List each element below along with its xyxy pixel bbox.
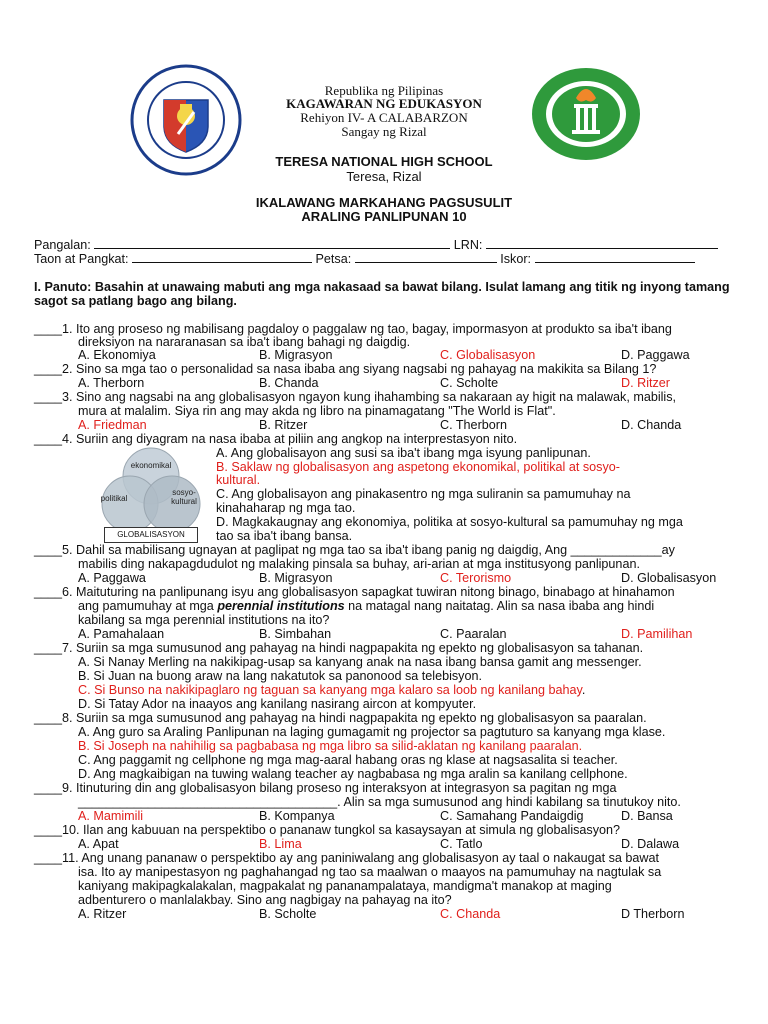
venn-label-sosyo: sosyo- [172, 488, 196, 497]
venn-label-politikal: politikal [100, 494, 128, 503]
venn-label-ekonomikal: ekonomikal [130, 461, 172, 470]
q10-stem: ____10. Ilan ang kabuuan na perspektibo o pananaw tungkol sa kasaysayan at simula ng globalisasyon? [34, 823, 621, 837]
name-label: Pangalan: [34, 238, 91, 252]
name-field[interactable] [34, 238, 718, 252]
q6-stem-cont-2: kabilang sa mga perennial institutions na ito? [78, 613, 330, 627]
score-label: Iskor: [500, 252, 532, 266]
q5-stem-cont: mabilis ding nakapagdudulot ng malaking pinsala sa buhay, ari-arian at mga institusyong panlipunan. [78, 557, 640, 571]
q7-option-a[interactable]: A. Si Nanay Merling na nakikipag-usap sa kanyang anak na nasa ibang bansa gamit ang messenger. [78, 655, 642, 669]
q11-stem: ____11. Ang unang pananaw o perspektibo ay ang paniniwalang ang globalisasyon ay taal o nakaugat sa bawat [34, 851, 660, 865]
q6-stem-cont [78, 599, 654, 613]
date-label: Petsa: [315, 252, 352, 266]
q5-option-b[interactable]: B. Migrasyon [259, 571, 333, 585]
q6-stem: ____6. Maituturing na panlipunang isyu ang globalisasyon sapagkat tuwiran nitong binago, binabago at hinahamon [34, 585, 675, 599]
q5-option-c[interactable]: C. Terorismo [440, 571, 512, 585]
lrn-label: LRN: [453, 238, 483, 252]
lrn-blank[interactable] [486, 238, 718, 249]
q6-option-c[interactable]: C. Paaralan [440, 627, 507, 641]
school-name: TERESA NATIONAL HIGH SCHOOL [275, 154, 493, 169]
section-field[interactable] [34, 252, 695, 266]
q1-stem-cont: direksiyon na nararanasan sa iba't ibang bahagi ng daigdig. [78, 335, 411, 349]
q5-option-a[interactable]: A. Paggawa [78, 571, 146, 585]
q4-option-d-cont: tao sa iba't ibang bansa. [216, 529, 353, 543]
q2-option-b[interactable]: B. Chanda [259, 376, 319, 390]
q1-option-a[interactable]: A. Ekonomiya [78, 348, 156, 362]
q11-option-c[interactable]: C. Chanda [440, 907, 501, 921]
year-section-label: Taon at Pangkat: [34, 252, 129, 266]
q8-option-c[interactable]: C. Ang paggamit ng cellphone ng mga mag-aaral habang oras ng klase at nagsasalita si teacher. [78, 753, 618, 767]
q9-option-b[interactable]: B. Kompanya [259, 809, 335, 823]
q9-option-d[interactable]: D. Bansa [621, 809, 673, 823]
q3-stem-cont: mura at malalim. Siya rin ang may akda ng libro na pinamagatang "The World is Flat". [78, 404, 556, 418]
q1-option-b[interactable]: B. Migrasyon [259, 348, 333, 362]
q4-option-c-cont: kinahaharap ng mga tao. [216, 501, 356, 515]
q10-option-d[interactable]: D. Dalawa [621, 837, 680, 851]
q7-option-d[interactable]: D. Si Tatay Ador na inaayos ang kanilang nasirang aircon at kompyuter. [78, 697, 477, 711]
q3-stem: ____3. Sino ang nagsabi na ang globalisasyon ngayon kung ihahambing sa nakaraan ay higit na malawak, mabilis, [34, 390, 677, 404]
q11-stem-cont-2: kaniyang makipagkalakalan, magpakalat ng pananampalataya, mandigma't manakop at maging [78, 879, 612, 893]
q4-option-c[interactable]: C. Ang globalisayon ang pinakasentro ng mga suliranin sa pamumuhay na [216, 487, 631, 501]
q10-option-c[interactable]: C. Tatlo [440, 837, 483, 851]
venn-label-kultural: kultural [171, 497, 197, 506]
name-blank[interactable] [94, 238, 450, 249]
q11-stem-cont-3: adbenturero o manlalakbay. Sino ang nagbigay na pahayag na ito? [78, 893, 452, 907]
q6-text-c: na matagal nang naitatag. Alin sa nasa ibaba ang hindi [344, 599, 655, 613]
q7-option-c[interactable] [78, 683, 585, 697]
q1-option-d[interactable]: D. Paggawa [621, 348, 690, 362]
date-blank[interactable] [355, 252, 497, 263]
score-blank[interactable] [535, 252, 695, 263]
q8-option-b[interactable]: B. Si Joseph na nahihilig sa pagbabasa ng mga libro sa silid-aklatan ng kanilang paaralan. [78, 739, 583, 753]
q4-option-d[interactable]: D. Magkakaugnay ang ekonomiya, politika at sosyo-kultural sa pamumuhay ng mga [216, 515, 683, 529]
department-line: KAGAWARAN NG EDUKASYON [286, 96, 482, 111]
q6-option-a[interactable]: A. Pamahalaan [78, 627, 165, 641]
q3-option-c[interactable]: C. Therborn [440, 418, 507, 432]
q2-option-d[interactable]: D. Ritzer [621, 376, 670, 390]
q2-option-a[interactable]: A. Therborn [78, 376, 145, 390]
instructions: I. Panuto: Basahin at unawaing mabuti ang mga nakasaad sa bawat bilang. Isulat lamang ang titik ng inyong tamang sagot sa patlang bago ang bilang. [34, 280, 730, 308]
q2-stem: ____2. Sino sa mga tao o personalidad sa nasa ibaba ang siyang nagsabi ng pahayag na makikita sa Bilang 1? [34, 362, 657, 376]
republic-line: Republika ng Pilipinas [324, 83, 444, 98]
q3-option-d[interactable]: D. Chanda [621, 418, 682, 432]
q6-option-b[interactable]: B. Simbahan [259, 627, 332, 641]
q1-stem: ____1. Ito ang proseso ng mabilisang pagdaloy o paggalaw ng tao, bagay, impormasyon at produkto sa iba't ibang [34, 322, 672, 336]
q9-option-a[interactable]: A. Mamimili [78, 809, 144, 823]
venn-caption: GLOBALISASYON [104, 527, 198, 543]
q3-option-b[interactable]: B. Ritzer [259, 418, 308, 432]
q4-option-b-cont: kultural. [216, 473, 261, 487]
exam-subject: ARALING PANLIPUNAN 10 [301, 209, 467, 224]
q6-emphasis: perennial institutions [217, 599, 345, 613]
q4-option-b[interactable]: B. Saklaw ng globalisasyon ang aspetong ekonomikal, politikal at sosyo- [216, 460, 620, 474]
q7-stem: ____7. Suriin sa mga sumusunod ang pahayag na hindi nagpapakita ng epekto ng globalisasyon sa tahanan. [34, 641, 644, 655]
region-line: Rehiyon IV- A CALABARZON [300, 110, 468, 125]
q5-option-d[interactable]: D. Globalisasyon [621, 571, 717, 585]
q7-option-c-period: . [581, 683, 586, 697]
q8-stem: ____8. Suriin sa mga sumusunod ang pahayag na hindi nagpapakita ng epekto ng globalisasyon sa paaralan. [34, 711, 647, 725]
q10-option-b[interactable]: B. Lima [259, 837, 302, 851]
q10-option-a[interactable]: A. Apat [78, 837, 119, 851]
q6-text-a: ang pamumuhay at mga [78, 599, 218, 613]
q1-option-c[interactable]: C. Globalisasyon [440, 348, 536, 362]
q7-option-c-text: C. Si Bunso na nakikipaglaro ng taguan sa kanyang mga kalaro sa loob ng kanilang bahay [78, 683, 582, 697]
q3-option-a[interactable]: A. Friedman [78, 418, 147, 432]
q2-option-c[interactable]: C. Scholte [440, 376, 499, 390]
q8-option-d[interactable]: D. Ang magkaibigan na tuwing walang teacher ay nagbabasa ng mga aralin sa kanilang cellphone. [78, 767, 628, 781]
q11-option-d[interactable]: D Therborn [621, 907, 685, 921]
q6-option-d[interactable]: D. Pamilihan [621, 627, 693, 641]
q9-stem: ____9. Itinuturing din ang globalisasyon bilang proseso ng interaksyon at integrasyon sa pagitan ng mga [34, 781, 617, 795]
q11-stem-cont-1: isa. Ito ay manipestasyon ng paghahangad ng tao sa maalwan o maayos na pamumuhay na nagtulak sa [78, 865, 662, 879]
q9-stem-cont: _____________________________________. Alin sa mga sumusunod ang hindi kabilang sa tinutukoy nito. [78, 795, 681, 809]
q7-option-b[interactable]: B. Si Juan na buong araw na lang nakatutok sa panonood sa telebisyon. [78, 669, 482, 683]
school-town: Teresa, Rizal [346, 169, 422, 184]
division-line: Sangay ng Rizal [341, 124, 427, 139]
q4-option-a[interactable]: A. Ang globalisayon ang susi sa iba't ibang mga isyung panlipunan. [216, 446, 591, 460]
exam-title: IKALAWANG MARKAHANG PAGSUSULIT [255, 195, 513, 210]
q4-stem: ____4. Suriin ang diyagram na nasa ibaba at piliin ang angkop na interprestasyon nito. [34, 432, 518, 446]
q5-stem: ____5. Dahil sa mabilisang ugnayan at paglipat ng mga tao sa iba't ibang panig ng daigdig, Ang _____________ay [34, 543, 675, 557]
q11-option-a[interactable]: A. Ritzer [78, 907, 127, 921]
q11-option-b[interactable]: B. Scholte [259, 907, 317, 921]
q8-option-a[interactable]: A. Ang guro sa Araling Panlipunan na laging gumagamit ng projector sa pagtuturo sa kanyang mga klase. [78, 725, 666, 739]
year-section-blank[interactable] [132, 252, 312, 263]
q9-option-c[interactable]: C. Samahang Pandaigdig [440, 809, 584, 823]
